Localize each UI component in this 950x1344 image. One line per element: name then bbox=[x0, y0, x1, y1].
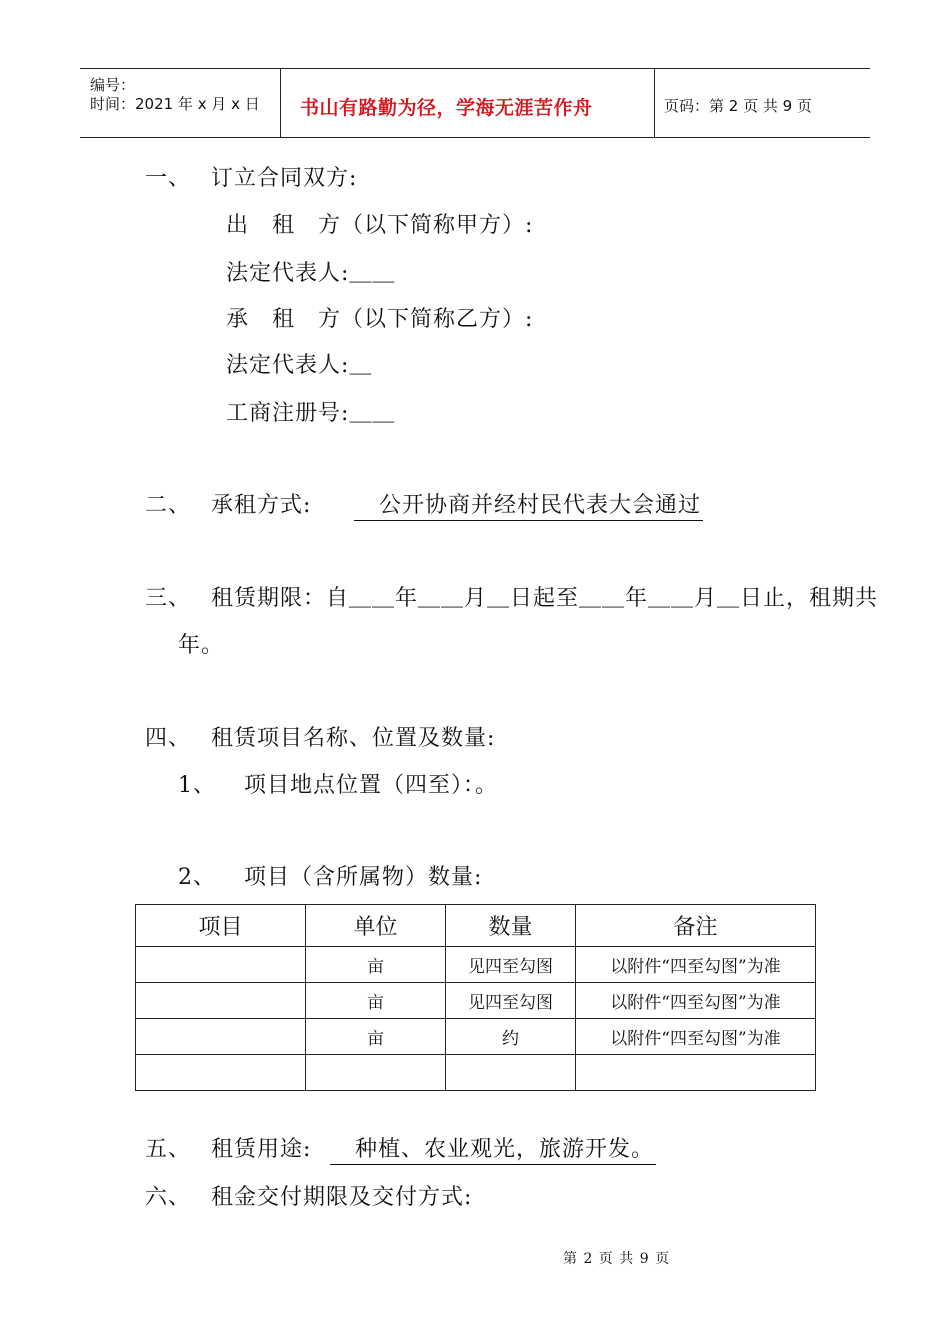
number-label: 编号： bbox=[90, 76, 136, 94]
lessor-rep-label: 法定代表人: bbox=[226, 261, 350, 286]
section-1-title: 订立合同双方: bbox=[211, 166, 358, 191]
table-cell bbox=[136, 1019, 306, 1055]
table-cell bbox=[136, 947, 306, 983]
table-cell: 亩 bbox=[306, 1019, 446, 1055]
table-cell: 以附件“四至勾图”为准 bbox=[576, 1019, 816, 1055]
lease-term-line-1: 租赁期限：自＿＿年＿＿月＿日起至＿＿年＿＿月＿日止，租期共 bbox=[211, 586, 879, 611]
table-cell: 亩 bbox=[306, 947, 446, 983]
table-cell: 以附件“四至勾图”为准 bbox=[576, 983, 816, 1019]
motto-text: 书山有路勤为径，学海无涯苦作舟 bbox=[300, 97, 593, 119]
table-cell: 见四至勾图 bbox=[446, 947, 576, 983]
lease-purpose-value: 种植、农业观光，旅游开发。 bbox=[330, 1132, 656, 1165]
table-header-cell: 单位 bbox=[306, 905, 446, 947]
table-row bbox=[136, 983, 816, 1019]
section-1-number: 一、 bbox=[145, 166, 192, 191]
table-header-cell: 数量 bbox=[446, 905, 576, 947]
table-cell: 见四至勾图 bbox=[446, 983, 576, 1019]
item-2-number: 2、 bbox=[178, 865, 216, 890]
section-2-title: 承租方式: bbox=[211, 493, 312, 518]
registration-line bbox=[226, 396, 395, 427]
table-header-cell: 备注 bbox=[576, 905, 816, 947]
lease-method-value: 公开协商并经村民代表大会通过 bbox=[354, 488, 703, 521]
table-header-cell: 项目 bbox=[136, 905, 306, 947]
section-3-number: 三、 bbox=[145, 586, 192, 611]
registration-label: 工商注册号: bbox=[226, 401, 350, 426]
lease-term-line-2: 年。 bbox=[178, 633, 225, 658]
table-row bbox=[136, 947, 816, 983]
registration-blank: ＿＿ bbox=[349, 401, 396, 426]
document-header bbox=[80, 68, 870, 138]
section-2-number: 二、 bbox=[145, 493, 192, 518]
lessor-rep-line bbox=[226, 256, 395, 287]
time-label: 时间：2021 年 x 月 x 日 bbox=[90, 95, 260, 113]
page-info: 页码：第 2 页 共 9 页 bbox=[664, 97, 812, 115]
lessee-rep-blank: ＿ bbox=[349, 353, 373, 378]
item-1-text: 项目地点位置（四至）：。 bbox=[244, 773, 499, 798]
section-5-number: 五、 bbox=[145, 1137, 192, 1162]
lessor-rep-blank: ＿＿ bbox=[349, 261, 396, 286]
header-divider bbox=[654, 69, 655, 137]
section-6-number: 六、 bbox=[145, 1185, 192, 1210]
section-5-title: 租赁用途: bbox=[211, 1137, 312, 1162]
table-cell bbox=[576, 1055, 816, 1091]
table-row bbox=[136, 1019, 816, 1055]
section-6-title: 租金交付期限及交付方式: bbox=[211, 1185, 473, 1210]
table-row bbox=[136, 1055, 816, 1091]
section-4-title: 租赁项目名称、位置及数量: bbox=[211, 726, 496, 751]
table-header-row bbox=[136, 905, 816, 947]
lessee-rep-line bbox=[226, 348, 372, 379]
item-1-number: 1、 bbox=[178, 773, 216, 798]
lessor-line: 出 租 方（以下简称甲方）: bbox=[226, 213, 534, 238]
table-cell: 亩 bbox=[306, 983, 446, 1019]
table-cell bbox=[136, 1055, 306, 1091]
lessee-rep-label: 法定代表人: bbox=[226, 353, 350, 378]
item-2-text: 项目（含所属物）数量: bbox=[244, 865, 483, 890]
table-cell: 约 bbox=[446, 1019, 576, 1055]
table-cell bbox=[446, 1055, 576, 1091]
lessee-line: 承 租 方（以下简称乙方）: bbox=[226, 307, 534, 332]
table-cell bbox=[136, 983, 306, 1019]
header-divider bbox=[280, 69, 281, 137]
project-quantity-table bbox=[135, 904, 816, 1091]
page-footer: 第 2 页 共 9 页 bbox=[563, 1251, 671, 1267]
table-cell bbox=[306, 1055, 446, 1091]
table-cell: 以附件“四至勾图”为准 bbox=[576, 947, 816, 983]
section-4-number: 四、 bbox=[145, 726, 192, 751]
